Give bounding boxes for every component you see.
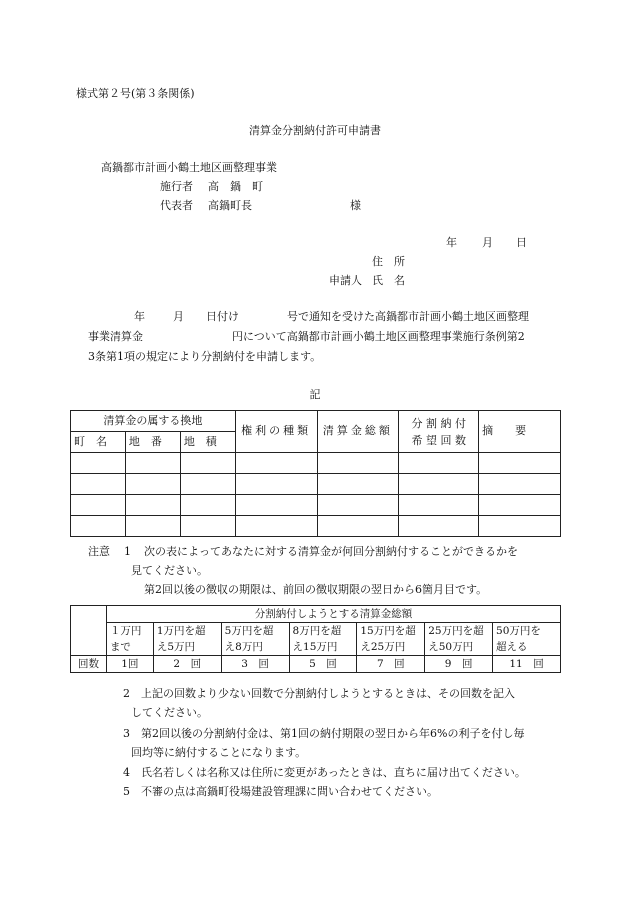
- header-lot: 地 番: [125, 432, 180, 453]
- form-number: 様式第２号(第３条関係): [76, 87, 195, 100]
- note1-line1: 次の表によってあなたに対する清算金が何回分割納付することができるかを: [144, 545, 518, 558]
- range-cell-bottom: え5万円: [153, 639, 221, 656]
- header-installments: 分 割 納 付 希 望 回 数: [399, 411, 479, 453]
- table-row: [71, 495, 561, 516]
- body-line2-start: 事業清算金: [88, 330, 143, 343]
- range-cell-top: 8万円を超: [289, 623, 357, 640]
- count-row-label: 回数: [71, 656, 107, 673]
- table-row: [71, 516, 561, 537]
- note5: 5 不審の点は高鍋町役場建設管理課に問い合わせてください。: [123, 785, 438, 798]
- note1-line3: 第2回以後の徴収の期限は、前回の徴収期限の翌日から6箇月目です。: [144, 583, 488, 596]
- count-cell: 7 回: [357, 656, 425, 673]
- schedule-header: 分割納付しようとする清算金総額: [106, 606, 560, 623]
- header-remarks: 摘 要: [479, 411, 561, 453]
- project-name: 高鍋都市計画小鶴土地区画整理事業: [101, 161, 277, 174]
- land-table: [70, 410, 561, 537]
- representative-label: 代表者: [160, 199, 193, 212]
- note2-line1: 2 上記の回数より少ない回数で分割納付しようとするときは、その回数を記入: [123, 687, 515, 700]
- range-cell-top: 15万円を超: [357, 623, 425, 640]
- ki-heading: 記: [309, 388, 321, 401]
- range-cell-bottom: え25万円: [357, 639, 425, 656]
- applicant-label: 申請人: [329, 274, 362, 287]
- table-row: [71, 474, 561, 495]
- body-line2: 円について高鍋都市計画小鶴土地区画整理事業施行条例第2: [232, 330, 525, 343]
- range-cell-top: 50万円を: [493, 623, 561, 640]
- range-cell-bottom: え8万円: [221, 639, 289, 656]
- document-title: 清算金分割納付許可申請書: [249, 124, 381, 137]
- body-line3: 3条第1項の規定により分割納付を申請します。: [88, 350, 322, 363]
- executor-name: 高 鍋 町: [208, 180, 263, 193]
- range-cell-bottom: まで: [106, 639, 153, 656]
- name-label: 氏 名: [372, 274, 405, 287]
- header-right-type: 権利の種類: [235, 411, 317, 453]
- note3-line2: 回均等に納付することになります。: [131, 746, 307, 759]
- range-cell-top: １万円: [106, 623, 153, 640]
- body-month: 月: [173, 310, 184, 323]
- date-day: 日: [516, 236, 527, 249]
- count-row: [71, 656, 561, 673]
- note4: 4 氏名若しくは名称又は住所に変更があったときは、直ちに届け出てください。: [123, 766, 526, 779]
- note1-number: 1: [124, 545, 131, 558]
- count-cell: 5 回: [289, 656, 357, 673]
- note-label: 注意: [88, 545, 110, 558]
- note3-line1: 3 第2回以後の分割納付金は、第1回の納付期限の翌日から年6%の利子を付し毎: [123, 727, 525, 740]
- table-row: [71, 453, 561, 474]
- count-cell: 9 回: [425, 656, 493, 673]
- range-cell-bottom: 超える: [493, 639, 561, 656]
- count-cell: 3 回: [221, 656, 289, 673]
- note2-line2: してください。: [131, 706, 208, 719]
- representative-name: 高鍋町長: [208, 199, 252, 212]
- range-cell-top: 25万円を超: [425, 623, 493, 640]
- note1-line2: 見てください。: [131, 564, 208, 577]
- range-row: [71, 639, 561, 656]
- range-cell-top: 5万円を超: [221, 623, 289, 640]
- address-label: 住 所: [372, 255, 405, 268]
- body-year: 年: [134, 310, 145, 323]
- header-area: 地 積: [180, 432, 235, 453]
- range-cell-top: 1万円を超: [153, 623, 221, 640]
- header-town: 町 名: [71, 432, 126, 453]
- header-total: 清算金総額: [317, 411, 399, 453]
- installment-schedule-table: [70, 605, 561, 673]
- count-cell: 1回: [106, 656, 153, 673]
- count-cell: 2 回: [153, 656, 221, 673]
- range-row: [71, 623, 561, 640]
- range-cell-bottom: え15万円: [289, 639, 357, 656]
- honorific: 様: [350, 199, 361, 212]
- executor-label: 施行者: [160, 180, 193, 193]
- body-dated: 日付け: [206, 310, 239, 323]
- count-cell: 11 回: [493, 656, 561, 673]
- body-line1: 号で通知を受けた高鍋都市計画小鶴土地区画整理: [287, 310, 529, 323]
- date-month: 月: [482, 236, 493, 249]
- range-cell-bottom: え50万円: [425, 639, 493, 656]
- header-land-group: 清算金の属する換地: [71, 411, 236, 432]
- date-year: 年: [446, 236, 457, 249]
